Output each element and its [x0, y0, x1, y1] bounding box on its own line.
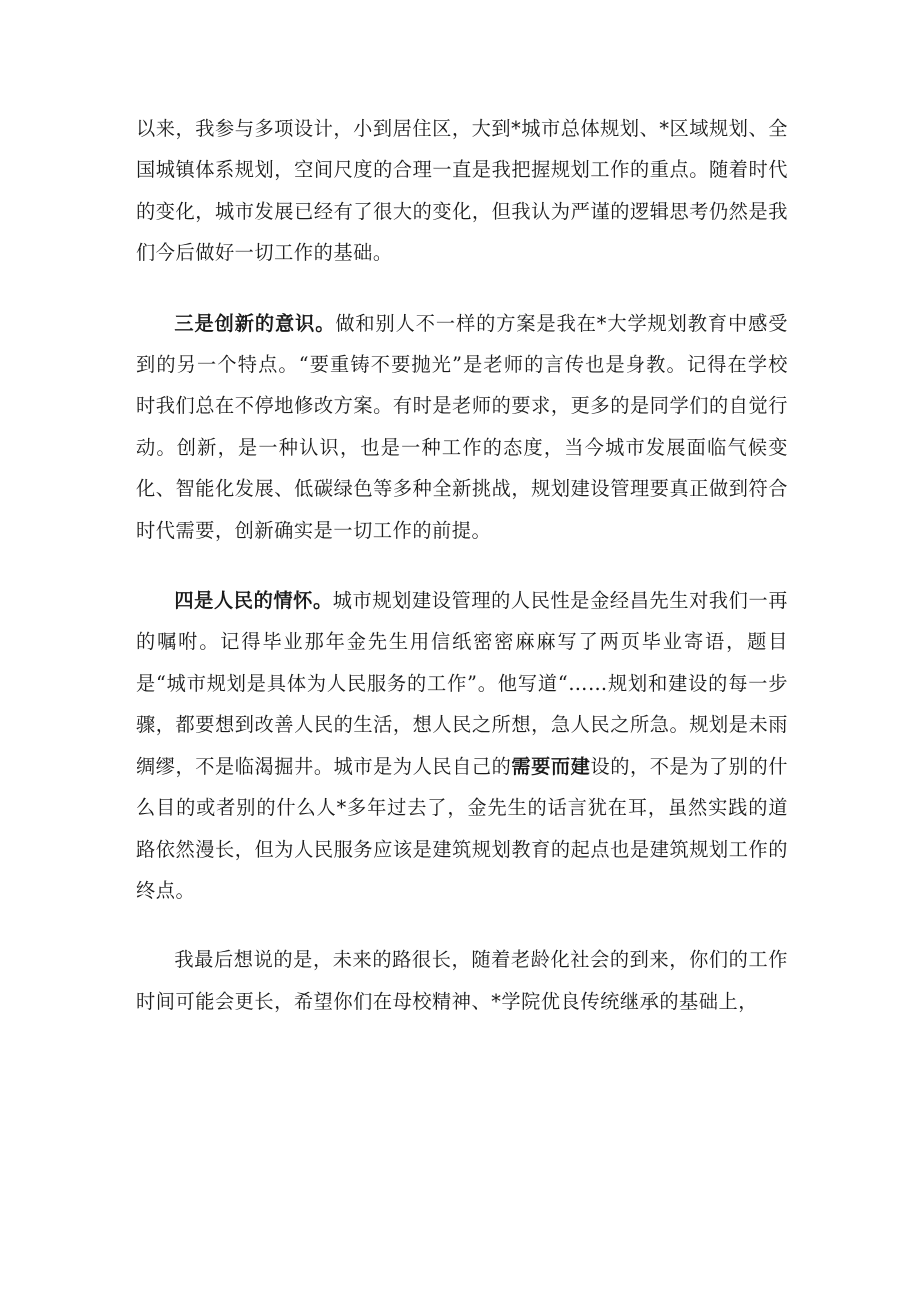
document-page [136, 108, 788, 1022]
paragraph-text: 城市规划建设管理的人民性是金经昌先生对我们一再的嘱咐。记得毕业那年金先生用信纸密密麻麻写了两页毕业寄语，题目是“城市规划是具体为人民服务的工作”。他写道“……规划和建设的每一步骤，都要想到改善人民的生活，想人民之所想，急人民之所急。规划是未雨绸缪，不是临渴掘井。城市是为人民自己的 [136, 589, 788, 778]
paragraph-gap [136, 551, 788, 580]
paragraph-closing [136, 939, 788, 1022]
paragraph-text: 设的，不是为了别的什么目的或者别的什么人*多年过去了，金先生的话言犹在耳，虽然实践的道路依然漫长，但为人民服务应该是建筑规划教育的起点也是建筑规划工作的终点。 [136, 754, 789, 902]
paragraph-text: 以来，我参与多项设计，小到居住区，大到*城市总体规划、*区域规划、全国城镇体系规划，空间尺度的合理一直是我把握规划工作的重点。随着时代的变化，城市发展已经有了很大的变化，但我认为严谨的逻辑思考仍然是我们今后做好一切工作的基础。 [136, 117, 788, 265]
paragraph-people [136, 580, 788, 911]
paragraph-text: 做和别人不一样的方案是我在*大学规划教育中感受到的另一个特点。“要重铸不要抛光”是老师的言传也是身教。记得在学校时我们总在不停地修改方案。有时是老师的要求，更多的是同学们的自觉行动。创新，是一种认识，也是一种工作的态度，当今城市发展面临气候变化、智能化发展、低碳绿色等多种全新挑战，规划建设管理要真正做到符合时代需要，创新确实是一切工作的前提。 [136, 311, 788, 542]
paragraph-text: 我最后想说的是，未来的路很长，随着老龄化社会的到来，你们的工作时间可能会更长，希望你们在母校精神、*学院优良传统继承的基础上， [136, 948, 788, 1013]
paragraph-heading: 四是人民的情怀。 [174, 589, 333, 613]
paragraph-gap [136, 911, 788, 939]
paragraph-innovation [136, 303, 788, 551]
emphasized-text: 需要而建 [511, 754, 591, 778]
paragraph-gap [136, 274, 788, 303]
paragraph-continuation [136, 108, 788, 274]
paragraph-heading: 三是创新的意识。 [174, 311, 336, 335]
